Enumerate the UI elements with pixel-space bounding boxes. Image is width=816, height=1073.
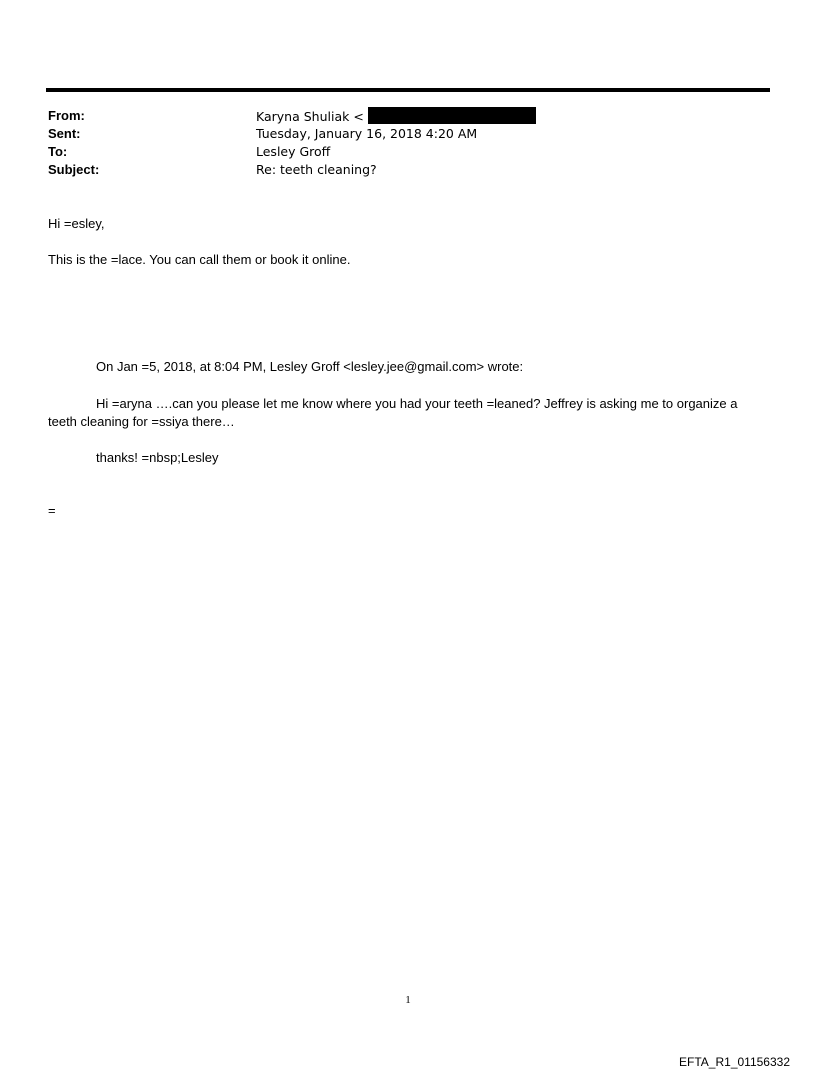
sender-name: Karyna Shuliak < — [256, 109, 364, 124]
subject-value: Re: teeth cleaning? — [256, 162, 377, 177]
to-value: Lesley Groff — [256, 144, 331, 159]
redaction-box — [368, 107, 536, 124]
quoted-signoff: thanks! =nbsp;Lesley — [96, 450, 219, 465]
quoted-body: Hi =aryna ….can you please let me know where you had your teeth =leaned? Jeffrey is asking me to organize a teeth cleaning for =ssiya there… — [48, 396, 738, 429]
subject-label: Subject: — [48, 162, 100, 177]
to-label: To: — [48, 144, 68, 159]
body-line: This is the =lace. You can call them or book it online. — [48, 252, 351, 267]
sent-value: Tuesday, January 16, 2018 4:20 AM — [256, 126, 478, 141]
from-value — [256, 107, 536, 126]
trailing-char: = — [48, 503, 56, 518]
sent-label: Sent: — [48, 126, 81, 141]
greeting: Hi =esley, — [48, 216, 105, 231]
quoted-intro: On Jan =5, 2018, at 8:04 PM, Lesley Groff <lesley.jee@gmail.com> wrote: — [96, 359, 524, 374]
header-rule — [46, 88, 770, 92]
from-label: From: — [48, 108, 85, 123]
page-number: 1 — [405, 994, 411, 1006]
document-id: EFTA_R1_01156332 — [679, 1055, 790, 1069]
